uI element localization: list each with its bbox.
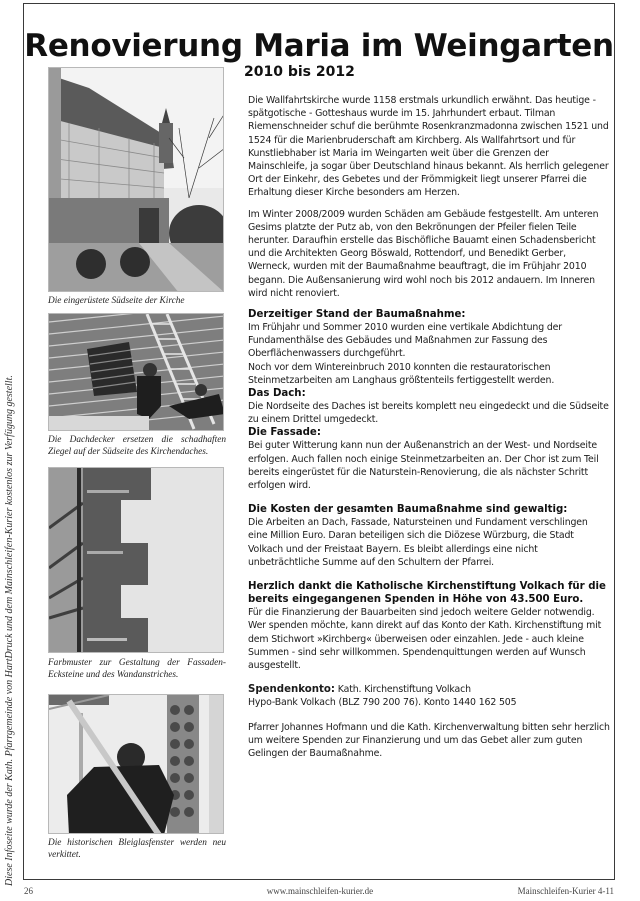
photo-caption-2: Die Dachdecker ersetzen die schadhaften Ziegel auf der Südseite des Kirchendaches. — [48, 435, 226, 457]
footer-page-number: 26 — [24, 886, 33, 896]
heading-costs: Die Kosten der gesamten Baumaßnahme sind gewaltig: — [248, 504, 568, 516]
donation-account-bank: Hypo-Bank Volkach (BLZ 790 200 76). Konto 1440 162 505 — [248, 697, 517, 709]
heading-roof: Das Dach: — [248, 388, 306, 400]
footer-issue: Mainschleifen-Kurier 4-11 — [517, 886, 614, 896]
footer-website-link[interactable]: www.mainschleifen-kurier.de — [266, 886, 374, 896]
paragraph-thanks: Für die Finanzierung der Bauarbeiten sind jedoch weitere Gelder notwendig. Wer spenden möchte, kann direkt auf das Konto der Kath. Kirchenstiftung mit dem Stichwort »Kirchberg« überweisen oder einzahlen. Jede - auch kleine Summen - sind sehr willkommen. Spendenquittungen werden auf Wunsch ausgestellt. — [248, 607, 602, 671]
heading-facade: Die Fassade: — [248, 427, 321, 439]
paragraph-facade: Bei guter Witterung kann nun der Außenanstrich an der West- und Nordseite erfolgen. Auch fallen noch einige Steinmetzarbeiten an. Der Chor ist zum Teil bereits eingerüstet für die Naturstein-Renovierung, die als nächster Schritt erfolgen wird. — [248, 440, 599, 492]
leaded-glass-window-image — [49, 695, 224, 834]
photo-leaded-glass — [48, 694, 224, 834]
paragraph-intro: Die Wallfahrtskirche wurde 1158 erstmals urkundlich erwähnt. Das heutige - spätgotische - Gotteshaus wurde im 15. Jahrhundert erbaut. Tilman Riemenschneider schuf die berühmte Rosenkranzmadonna zwischen 1521 und 1524 für die Marienbruderschaft am Kirchberg. Als Wallfahrtsort und für Kunstliebhaber ist Maria im Weingarten weit über die Grenzen der Mainschleife, ja sogar über Deutschland hinaus bekannt. Als herrlich gelegener Ort der Einkehr, des Gebetes und der Frömmigkeit liegt unserer Pfarrei die Erhaltung dieser Kirche besonders am Herzen. — [248, 95, 609, 199]
donation-account — [248, 683, 610, 709]
page-subtitle: 2010 bis 2012 — [244, 64, 355, 80]
photo-caption-3: Farbmuster zur Gestaltung der Fassaden-Ecksteine und des Wandanstriches. — [48, 658, 226, 680]
paragraph-damage: Im Winter 2008/2009 wurden Schäden am Gebäude festgestellt. Am unteren Gesims platzte der Putz ab, von den Bekrönungen der Pfeiler fielen Teile herunter. Daraufhin erstelle das Bischöfliche Bauamt einen Schadensbericht und die Architekten Georg Böswald, Rottendorf, und Benedikt Gerber, Werneck, wurden mit der Baumaßnahme beauftragt, die im Frühjahr 2010 begann. Die Außensanierung wird wohl noch bis 2012 andauern. Im Inneren wird nicht renoviert. — [248, 208, 599, 299]
article-body — [248, 94, 610, 760]
photo-color-samples — [48, 467, 224, 653]
donation-account-holder: Kath. Kirchenstiftung Volkach — [334, 684, 471, 696]
paragraph-closing: Pfarrer Johannes Hofmann und die Kath. Kirchenverwaltung bitten sehr herzlich um weitere Spenden zur Finanzierung und um das Gebet aller zum guten Gelingen der Baumaßnahme. — [248, 721, 610, 759]
paragraph-costs: Die Arbeiten an Dach, Fassade, Natursteinen und Fundament verschlingen eine Million Euro. Daran beteiligen sich die Diözese Würzburg, die Stadt Volkach und der Freistaat Bayern. Es bleibt allerdings eine nicht unbeträchtliche Summe auf den Schultern der Pfarrei. — [248, 517, 588, 568]
heading-thanks: Herzlich dankt die Katholische Kirchenstiftung Volkach für die bereits eingegangenen Spenden in Höhe von 43.500 Euro. — [248, 581, 606, 606]
paragraph-status-1: Im Frühjahr und Sommer 2010 wurden eine vertikale Abdichtung der Fundamenthälse des Gebäudes und Maßnahmen zur Fassung des Oberflächenwassers durchgeführt. — [248, 322, 562, 360]
page-title: Renovierung Maria im Weingarten — [24, 28, 614, 64]
color-samples-image — [49, 468, 224, 653]
donation-account-label: Spendenkonto: — [248, 684, 335, 696]
photo-scaffolded-church — [48, 67, 224, 292]
photo-caption-1: Die eingerüstete Südseite der Kirche — [48, 296, 185, 306]
church-scaffolding-image — [49, 68, 224, 292]
paragraph-roof: Die Nordseite des Daches ist bereits komplett neu eingedeckt und die Südseite zu einem Drittel umgedeckt. — [248, 401, 609, 426]
paragraph-status-2: Noch vor dem Wintereinbruch 2010 konnten die restauratorischen Steinmetzarbeiten am Langhaus größtenteils fertiggestellt werden. — [248, 361, 555, 386]
photo-roofers — [48, 313, 224, 431]
heading-current-status: Derzeitiger Stand der Baumaßnahme: — [248, 309, 466, 321]
roofers-image — [49, 314, 224, 431]
sponsor-side-note: Diese Infoseite wurde der Kath. Pfarrgemeinde von HartDruck und dem Mainschleifen-Kurier kostenlos zur Verfügung gestellt. — [4, 375, 15, 886]
photo-caption-4: Die historischen Bleiglasfenster werden neu verkittet. — [48, 838, 226, 860]
